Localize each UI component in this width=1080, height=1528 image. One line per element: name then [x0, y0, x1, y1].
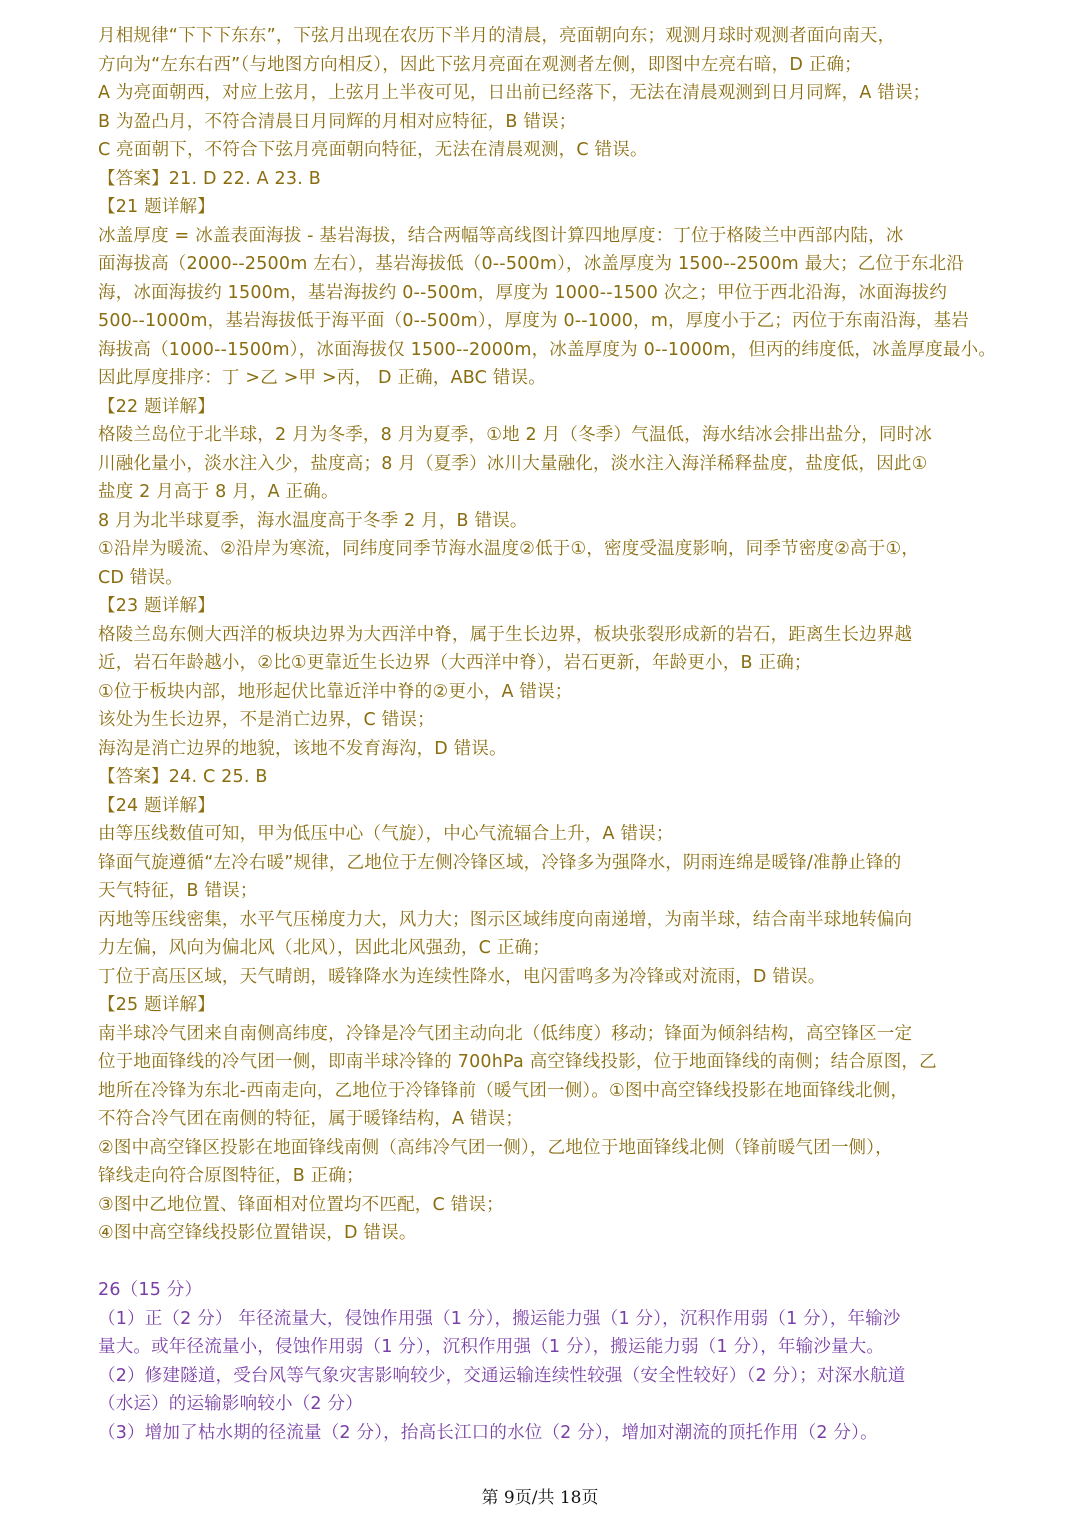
text-line: 因此厚度排序：丁 >乙 >甲 >丙， D 正确，ABC 错误。	[98, 368, 546, 388]
text-line: ①沿岸为暖流、②沿岸为寒流，同纬度同季节海水温度②低于①，密度受温度影响，同季节密度②高于①，	[98, 539, 920, 559]
text-line: 力左偏，风向为偏北风（北风），因此北风强劲，C 正确；	[98, 938, 550, 958]
section-heading: 【24 题详解】	[98, 795, 215, 816]
text-line: 近，岩石年龄越小，②比①更靠近生长边界（大西洋中脊），岩石更新，年龄更小，B 正确；	[98, 653, 812, 673]
answer-key-line: 【答案】21. D 22. A 23. B	[98, 168, 321, 189]
text-line: 丁位于高压区域，天气晴朗，暖锋降水为连续性降水，电闪雷鸣多为冷锋或对流雨，D 错误。	[98, 966, 826, 987]
text-line: 面海拔高（2000--2500m 左右），基岩海拔低（0--500m），冰盖厚度为 1500--2500m 最大；乙位于东北沿	[98, 254, 964, 274]
text-line: ②图中高空锋区投影在地面锋线南侧（高纬冷气团一侧），乙地位于地面锋线北侧（锋前暖气团一侧），	[98, 1137, 893, 1158]
text-line: 方向为“左东右西”（与地图方向相反），因此下弦月亮面在观测者左侧，即图中左亮右暗，D 正确；	[98, 54, 862, 75]
question-26-line: （3）增加了枯水期的径流量（2 分），抬高长江口的水位（2 分），增加对潮流的顶托作用（2 分）。	[98, 1422, 878, 1443]
text-line: 由等压线数值可知，甲为低压中心（气旋），中心气流辐合上升，A 错误；	[98, 824, 674, 844]
text-line: ③图中乙地位置、锋面相对位置均不匹配，C 错误；	[98, 1194, 504, 1215]
question-26-heading: 26（15 分）	[98, 1280, 203, 1300]
text-line: 格陵兰岛位于北半球，2 月为冬季，8 月为夏季，①地 2 月（冬季）气温低，海水结冰会排出盐分，同时冰	[98, 425, 933, 445]
text-line: 格陵兰岛东侧大西洋的板块边界为大西洋中脊，属于生长边界，板块张裂形成新的岩石，距离生长边界越	[98, 624, 913, 645]
text-line: 500--1000m，基岩海拔低于海平面（0--500m），厚度为 0--1000，m，厚度小于乙；丙位于东南沿海，基岩	[98, 311, 969, 331]
section-heading: 【25 题详解】	[98, 995, 215, 1015]
text-line: CD 错误。	[98, 567, 183, 588]
text-line: 8 月为北半球夏季，海水温度高于冬季 2 月，B 错误。	[98, 510, 528, 531]
page-content	[98, 22, 998, 1447]
text-line: 海，冰面海拔约 1500m，基岩海拔约 0--500m，厚度为 1000--1500 次之；甲位于西北沿海，冰面海拔约	[98, 282, 948, 303]
text-line: A 为亮面朝西，对应上弦月，上弦月上半夜可见，日出前已经落下，无法在清晨观测到日月同辉，A 错误；	[98, 83, 931, 103]
question-26-line: （水运）的运输影响较小（2 分）	[98, 1394, 363, 1414]
text-line: 南半球冷气团来自南侧高纬度，冷锋是冷气团主动向北（低纬度）移动；锋面为倾斜结构，高空锋区一定	[98, 1023, 913, 1044]
text-line: ④图中高空锋线投影位置错误，D 错误。	[98, 1223, 417, 1243]
text-line: 海沟是消亡边界的地貌，该地不发育海沟，D 错误。	[98, 738, 507, 759]
text-line: 盐度 2 月高于 8 月，A 正确。	[98, 482, 339, 502]
section-heading: 【23 题详解】	[98, 596, 215, 616]
page-number: 第 9页/共 18页	[481, 1488, 599, 1508]
section-heading: 【22 题详解】	[98, 396, 215, 417]
text-line: ①位于板块内部，地形起伏比靠近洋中脊的②更小，A 错误；	[98, 681, 573, 702]
question-26-line: （2）修建隧道，受台风等气象灾害影响较少，交通运输连续性较强（安全性较好）（2 分）；对深水航道	[98, 1365, 906, 1386]
text-line: 该处为生长边界，不是消亡边界，C 错误；	[98, 710, 435, 730]
text-line: 位于地面锋线的冷气团一侧，即南半球冷锋的 700hPa 高空锋线投影，位于地面锋线的南侧；结合原图，乙	[98, 1052, 937, 1072]
question-26-line: （1）正（2 分） 年径流量大，侵蚀作用强（1 分），搬运能力强（1 分），沉积作用弱（1 分），年输沙	[98, 1308, 901, 1329]
text-line: 锋面气旋遵循“左冷右暖”规律，乙地位于左侧冷锋区域，冷锋多为强降水，阴雨连绵是暖锋/准静止锋的	[98, 852, 902, 873]
answer-key-line: 【答案】24. C 25. B	[98, 767, 268, 787]
text-line: 天气特征，B 错误；	[98, 881, 258, 901]
text-line: 月相规律“下下下东东”，下弦月出现在农历下半月的清晨，亮面朝向东；观测月球时观测者面向南天，	[98, 26, 896, 46]
text-line: 冰盖厚度 = 冰盖表面海拔 - 基岩海拔，结合两幅等高线图计算四地厚度：丁位于格陵兰中西部内陆，冰	[98, 225, 904, 246]
text-line: 不符合冷气团在南侧的特征，属于暖锋结构，A 错误；	[98, 1109, 524, 1129]
section-heading: 【21 题详解】	[98, 197, 215, 217]
text-line: B 为盈凸月，不符合清晨日月同辉的月相对应特征，B 错误；	[98, 111, 577, 132]
text-line: 锋线走向符合原图特征，B 正确；	[98, 1166, 364, 1186]
text-line: 海拔高（1000--1500m），冰面海拔仅 1500--2000m，冰盖厚度为 0--1000m，但丙的纬度低，冰盖厚度最小。	[98, 339, 997, 360]
text-line: 地所在冷锋为东北-西南走向，乙地位于冷锋锋前（暖气团一侧）。①图中高空锋线投影在地面锋线北侧，	[98, 1080, 909, 1101]
text-line: 川融化量小，淡水注入少，盐度高；8 月（夏季）冰川大量融化，淡水注入海洋稀释盐度，盐度低，因此①	[98, 453, 928, 474]
text-line: 丙地等压线密集，水平气压梯度力大，风力大；图示区域纬度向南递增，为南半球，结合南半球地转偏向	[98, 909, 913, 930]
question-26-line: 量大。或年径流量小，侵蚀作用弱（1 分），沉积作用强（1 分），搬运能力弱（1 分），年输沙量大。	[98, 1337, 885, 1357]
blank-line	[98, 1248, 998, 1277]
text-line: C 亮面朝下，不符合下弦月亮面朝向特征，无法在清晨观测，C 错误。	[98, 140, 648, 160]
